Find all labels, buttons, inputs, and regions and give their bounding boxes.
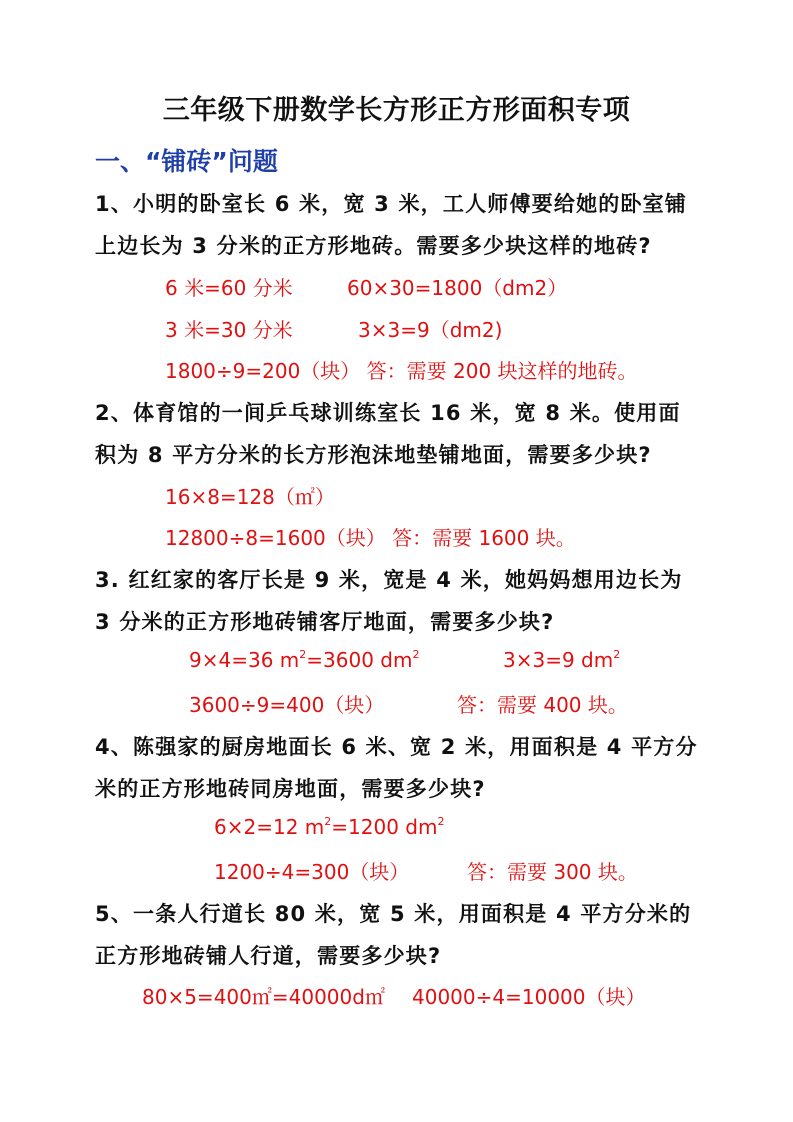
problem-2-question-line-2: 积为 8 平方分米的长方形泡沫地垫铺地面，需要多少块? [95,443,652,467]
problem-4-answer-1b-text: =1200 dm [331,815,438,839]
problem-1-answer-1: 6 米=60 分米 [165,276,293,300]
superscript: 2 [299,648,307,661]
problem-3-answer-3: 3600÷9=400（块） [189,693,385,717]
problem-2-answer-1: 16×8=128（㎡） [165,485,335,509]
problem-1-answer-3: 3 米=30 分米 [165,318,293,342]
problem-2-question-line-1: 2、体育馆的一间乒乓球训练室长 16 米，宽 8 米。使用面 [95,401,681,425]
superscript: 2 [324,815,332,828]
problem-4-answer-1-text: 6×2=12 m [214,815,325,839]
problem-5-question-line-1: 5、一条人行道长 80 米，宽 5 米，用面积是 4 平方分米的 [95,902,692,926]
problem-3-answer-1b-text: =3600 dm [306,648,413,672]
problem-1-answer-4: 3×3=9（dm2) [358,318,503,342]
problem-3-answer-1 [189,648,419,672]
problem-2-answer-2: 12800÷8=1600（块） 答：需要 1600 块。 [165,526,576,550]
problem-5-answer-1: 80×5=400㎡=40000d㎡ [142,985,385,1009]
problem-5-question-line-2: 正方形地砖铺人行道，需要多少块? [95,944,442,968]
problem-1-answer-5: 1800÷9=200（块） 答：需要 200 块这样的地砖。 [165,359,638,383]
problem-1-question-line-1: 1、小明的卧室长 6 米，宽 3 米，工人师傅要给她的卧室铺 [95,192,688,216]
section-heading: 一、“铺砖”问题 [95,147,278,176]
superscript: 2 [437,815,445,828]
problem-3-answer-1-text: 9×4=36 m [189,648,300,672]
superscript: 2 [412,648,420,661]
problem-4-answer-3: 答：需要 300 块。 [467,860,638,884]
problem-3-answer-2-text: 3×3=9 dm [503,648,614,672]
problem-5-answer-2: 40000÷4=10000（块） [412,985,646,1009]
problem-4-question-line-2: 米的正方形地砖同房地面，需要多少块? [95,777,486,801]
problem-3-question-line-2: 3 分米的正方形地砖铺客厅地面，需要多少块? [95,610,555,634]
problem-4-question-line-1: 4、陈强家的厨房地面长 6 米、宽 2 米，用面积是 4 平方分 [95,735,698,759]
problem-1-question-line-2: 上边长为 3 分米的正方形地砖。需要多少块这样的地砖? [95,234,652,258]
problem-4-answer-1 [214,815,444,839]
problem-4-answer-2: 1200÷4=300（块） [214,860,410,884]
page-title: 三年级下册数学长方形正方形面积专项 [162,95,631,126]
superscript: 2 [613,648,621,661]
problem-3-answer-4: 答：需要 400 块。 [457,693,628,717]
problem-1-answer-2: 60×30=1800（dm2） [347,276,568,300]
problem-3-answer-2 [503,648,620,672]
problem-3-question-line-1: 3. 红红家的客厅长是 9 米，宽是 4 米，她妈妈想用边长为 [95,568,683,592]
